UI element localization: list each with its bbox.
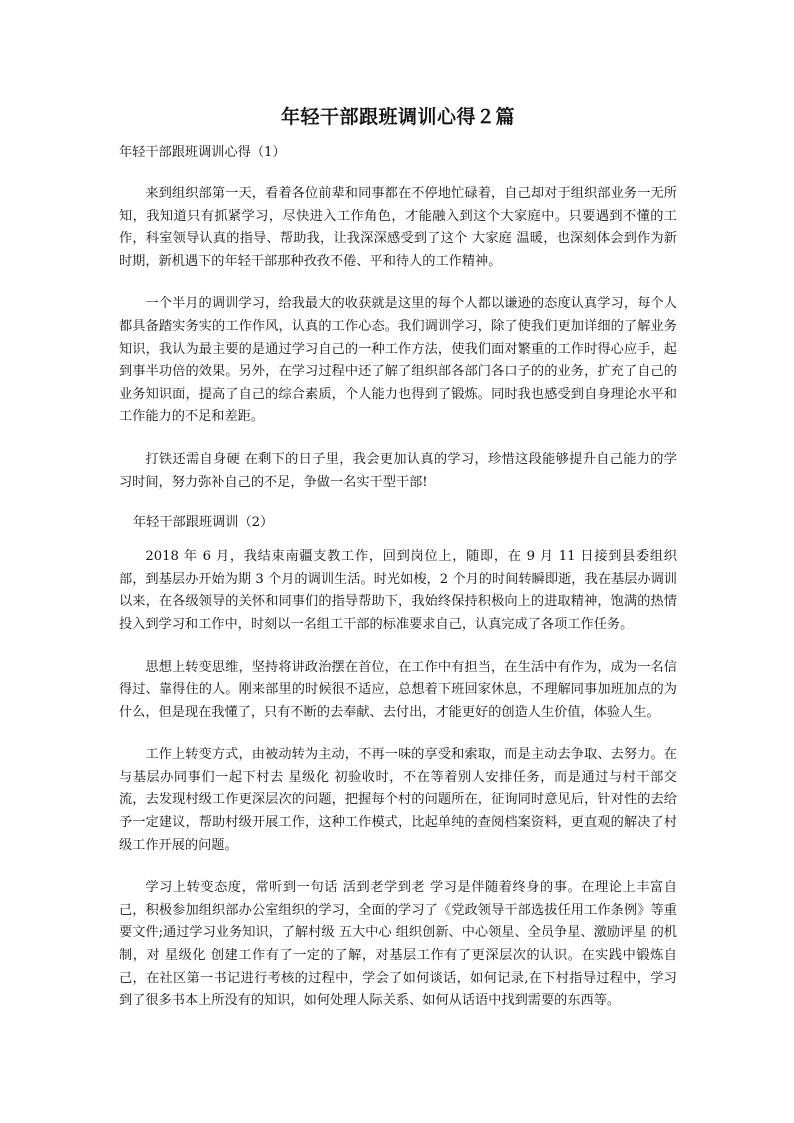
section1-heading: 年轻干部跟班调训心得（1） [119, 145, 286, 160]
document-page [119, 104, 677, 1033]
document-title: 年轻干部跟班调训心得２篇 [280, 106, 515, 128]
section2-paragraph: 学习上转变态度，常听到一句话 活到老学到老 学习是伴随着终身的事。在理论上丰富自己，积极参加组织部办公室组织的学习，全面的学习了《党政领导干部选拔任用工作条例》等重要文件;通过学习业务知识，了解村级 五大中心 组织创新、中心领星、全员争星、激励评星 的机制，对 星级化 创建工作有了一定的了解，对基层工作有了更深层次的认识。在实践中锻炼自己，在社区第一书记进行考核的过程中，学会了如何谈话，如何记录,在下村指导过程中，学习到了很多书本上所没有的知识，如何处理人际关系、如何从话语中找到需要的东西等。 [119, 880, 677, 1009]
section2-heading: 年轻干部跟班调训（2） [133, 515, 274, 531]
section2-paragraph: 工作上转变方式，由被动转为主动，不再一味的享受和索取，而是主动去争取、去努力。在与基层办同事们一起下村去 星级化 初验收时，不在等着别人安排任务，而是通过与村干部交流，去发现村级工作更深层次的问题，把握每个村的问题所在，征询同时意见后，针对性的去给予一定建议，帮助村级开展工作，这种工作模式，比起单纯的查阅档案资料，更直观的解决了村级工作开展的问题。 [119, 747, 677, 853]
section2-paragraph: 2018 年 6 月，我结束南疆支教工作，回到岗位上，随即，在 9 月 11 日接到县委组织部，到基层办开始为期 3 个月的调训生活。时光如梭，2 个月的时间转瞬即逝，我在基层办调训以来，在各级领导的关怀和同事们的指导帮助下，我始终保持积极向上的进取精神，饱满的热情投入到学习和工作中，时刻以一名组工干部的标准要求自己，认真完成了各项工作任务。 [119, 549, 677, 632]
section1-paragraph: 打铁还需自身硬 在剩下的日子里，我会更加认真的学习，珍惜这段能够提升自己能力的学习时间，努力弥补自己的不足，争做一名实干型干部! [119, 451, 677, 490]
section2-paragraph: 思想上转变思维，坚持将讲政治摆在首位，在工作中有担当，在生活中有作为，成为一名信得过、靠得住的人。刚来部里的时候很不适应，总想着下班回家休息，不理解同事加班加点的为什么，但是现在我懂了，只有不断的去奉献、去付出，才能更好的创造人生价值，体验人生。 [119, 659, 677, 720]
section1-paragraph: 一个半月的调训学习，给我最大的收获就是这里的每个人都以谦逊的态度认真学习，每个人都具备踏实务实的工作作风，认真的工作心态。我们调训学习，除了使我们更加详细的了解业务知识，我认为最主要的是通过学习自己的一种工作方法，使我们面对繁重的工作时得心应手，起到事半功倍的效果。另外，在学习过程中还了解了组织部各部门各口子的的业务，扩充了自己的业务知识面，提高了自己的综合素质，个人能力也得到了锻炼。同时我也感受到自身理论水平和工作能力的不足和差距。 [119, 296, 677, 425]
section1-paragraph: 来到组织部第一天，看着各位前辈和同事都在不停地忙碌着，自己却对于组织部业务一无所知，我知道只有抓紧学习，尽快进入工作角色，才能融入到这个大家庭中。只要遇到不懂的工作，科室领导认真的指导、帮助我，让我深深感受到了这个 大家庭 温暖，也深刻体会到作为新时期，新机遇下的年轻干部那种孜孜不倦、平和待人的工作精神。 [119, 186, 677, 269]
